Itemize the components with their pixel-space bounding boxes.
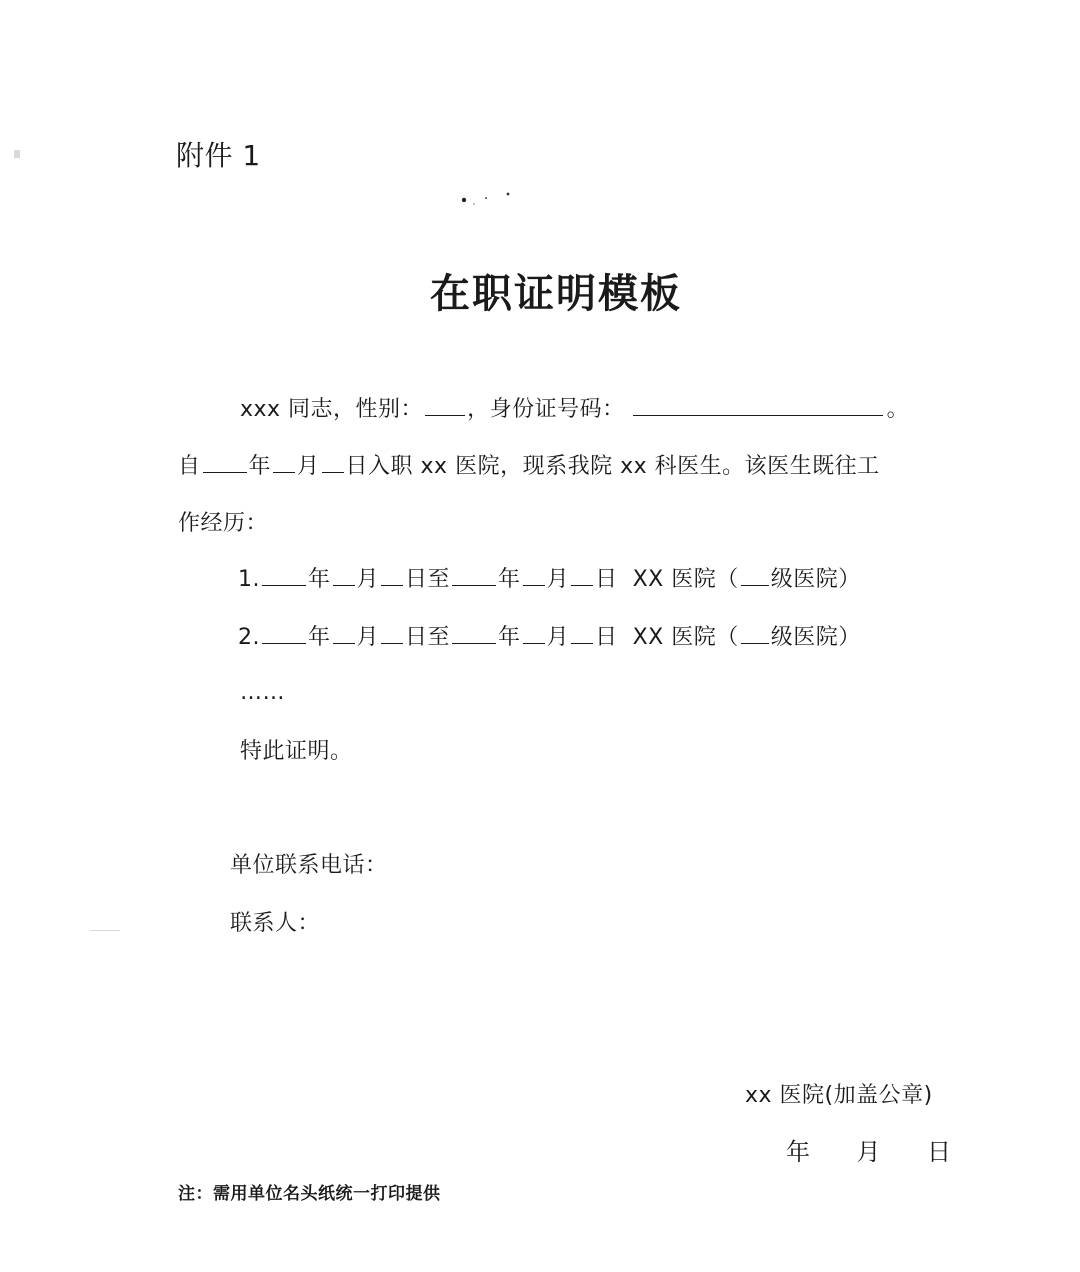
experience-day-to-label: 日至 — [405, 625, 451, 650]
experience-day-end-label: 日 — [595, 567, 618, 592]
date-year: 年 — [786, 1138, 811, 1166]
experience-day-end-label: 日 — [595, 625, 618, 650]
entry-day-blank — [322, 452, 344, 473]
ellipsis: …… — [240, 680, 285, 705]
experience-month-label: 月 — [356, 625, 380, 650]
experience-year2-label: 年 — [498, 567, 521, 592]
experience-level-label: 级医院） — [770, 567, 861, 592]
end-day-blank — [571, 623, 593, 644]
start-year-blank — [262, 623, 306, 644]
scan-mark — [90, 930, 120, 931]
entry-year: 年 — [248, 454, 272, 479]
experience-year2-label: 年 — [498, 625, 521, 650]
start-month-blank — [333, 623, 355, 644]
closing-statement: 特此证明。 — [240, 739, 353, 764]
intro-end: 。 — [886, 397, 910, 422]
signature-date — [786, 1137, 952, 1167]
entry-paragraph — [178, 452, 880, 482]
experience-month2-label: 月 — [546, 625, 570, 650]
hospital-level-blank — [741, 565, 769, 586]
experience-year-label: 年 — [308, 567, 331, 592]
entry-continued: 作经历： — [178, 511, 269, 536]
hospital-level-blank — [741, 623, 769, 644]
entry-day-text: 日入职 xx 医院，现系我院 xx 科医生。该医生既往工 — [345, 454, 880, 479]
entry-month: 月 — [297, 454, 320, 479]
experience-month-label: 月 — [356, 567, 380, 592]
start-day-blank — [381, 565, 403, 586]
experience-year-label: 年 — [308, 625, 331, 650]
id-number-blank — [633, 395, 883, 416]
date-day: 日 — [927, 1138, 952, 1166]
date-month: 月 — [856, 1138, 881, 1166]
hospital-signature: xx 医院(加盖公章) — [745, 1083, 933, 1108]
intro-name-text: xxx 同志，性别： — [240, 397, 424, 422]
experience-hospital: XX 医院（ — [632, 625, 739, 650]
experience-item — [238, 565, 861, 595]
experience-item — [238, 623, 861, 653]
start-month-blank — [333, 565, 355, 586]
end-month-blank — [523, 565, 545, 586]
end-year-blank — [452, 565, 496, 586]
entry-from: 自 — [178, 454, 201, 479]
entry-month-blank — [273, 452, 295, 473]
end-day-blank — [571, 565, 593, 586]
experience-index: 2. — [238, 625, 260, 650]
experience-level-label: 级医院） — [770, 625, 861, 650]
end-month-blank — [523, 623, 545, 644]
start-year-blank — [262, 565, 306, 586]
end-year-blank — [452, 623, 496, 644]
scan-mark — [14, 150, 20, 158]
experience-index: 1. — [238, 567, 260, 592]
intro-id-label: ，身份证号码： — [467, 397, 625, 422]
experience-day-to-label: 日至 — [405, 567, 451, 592]
intro-paragraph — [240, 395, 909, 425]
experience-month2-label: 月 — [546, 567, 570, 592]
contact-person-label: 联系人： — [230, 911, 321, 936]
footnote: 注：需用单位名头纸统一打印提供 — [178, 1184, 441, 1204]
attachment-label: 附件 1 — [176, 139, 261, 172]
gender-blank — [425, 395, 465, 416]
start-day-blank — [381, 623, 403, 644]
scan-specks-decoration — [456, 192, 526, 212]
entry-year-blank — [203, 452, 247, 473]
unit-phone-label: 单位联系电话： — [230, 853, 388, 878]
experience-hospital: XX 医院（ — [632, 567, 739, 592]
document-title: 在职证明模板 — [430, 271, 682, 317]
